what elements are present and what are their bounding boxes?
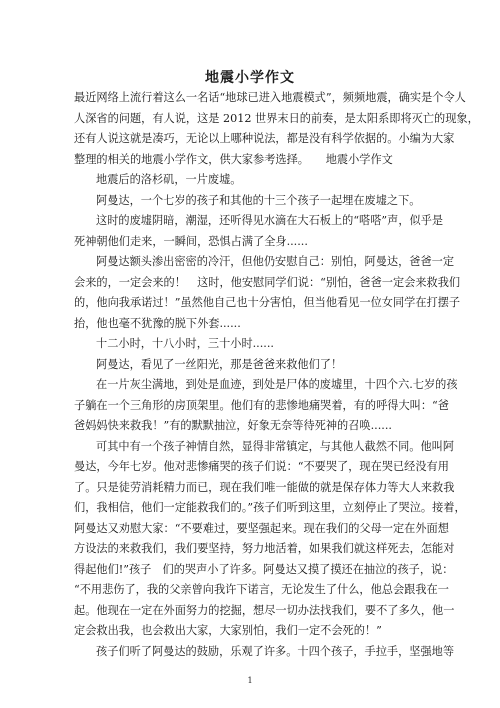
body-line: 人深省的问题，有人说，这是 2012 世界末日的前奏，是太阳系即将灭亡的现象， [74, 111, 479, 125]
body-line: 还有人说这就是凑巧，无论以上哪种说法，都是没有科学依据的。小编为大家 [74, 132, 455, 145]
body-line: 会来的，一定会来的！ 这时，他安慰同学们说：“别怕，爸爸一定会来救我们 [74, 275, 461, 289]
body-line: 死神朝他们走来，一瞬间，恐惧占满了全身...... [74, 234, 308, 248]
body-line: 子躺在一个三角形的房顶架里。他们有的悲惨地痛哭着，有的呼得大叫：“爸 [74, 398, 449, 412]
body-line: 的，他向我承诺过！”虽然他自己也十分害怕，但当他看见一位女同学在打摆子 [74, 296, 461, 309]
body-line: “不用悲伤了，我的父亲曾向我许下诺言，无论发生了什么，他总会跟我在一 [74, 583, 449, 596]
body-line: 在一片灰尘满地，到处是血迹，到处是尸体的废墟里，十四个六.七岁的孩 [96, 378, 458, 391]
body-line: 孩子们听了阿曼达的鼓励，乐观了许多。十四个孩子，手拉手，坚强地等 [96, 644, 455, 658]
body-line: 曼达，今年七岁。他对悲惨痛哭的孩子们说：“不要哭了，现在哭已经没有用 [74, 460, 449, 473]
body-line: 十二小时，十八小时，三十小时...... [96, 337, 274, 350]
body-line: 这时的废墟阴暗，潮湿，还听得见水滴在大石板上的“嗒嗒”声，似乎是 [96, 214, 444, 227]
body-line: 阿曼达，看见了一丝阳光，那是爸爸来救他们了！ [96, 357, 343, 371]
body-line: 抬，他也毫不犹豫的脱下外套...... [74, 316, 241, 330]
body-line: 爸妈妈快来救我！”有的默默抽泣，好象无奈等待死神的召唤...... [74, 419, 392, 432]
body-line: 定会救出我，也会救出大家，大家别怕，我们一定不会死的！” [74, 624, 382, 637]
body-line: 们，我相信，他们一定能救我们的。”孩子们听到这里，立刻停止了哭泣。接着， [74, 501, 466, 514]
body-line: 方设法的来救我们，我们要坚持，努力地活着，如果我们就这样死去，怎能对 [74, 542, 455, 555]
body-line: 起。他现在一定在外面努力的挖掘，想尽一切办法找我们，要不了多久，他一 [74, 603, 455, 617]
body-line: 得起他们!”孩子 们的哭声小了许多。阿曼达又摸了摸还在抽泣的孩子，说： [74, 562, 454, 576]
document-body [74, 88, 479, 662]
body-line: 整理的相关的地震小学作文，供大家参考选择。 地震小学作文 [74, 152, 393, 166]
body-line: 阿曼达额头渗出密密的冷汗，但他仍安慰自己：别怕，阿曼达，爸爸一定 [96, 255, 455, 268]
document-title: 地震小学作文 [205, 70, 295, 86]
body-line: 了。只是徒劳消耗精力而已，现在我们唯一能做的就是保存体力等大人来救我 [74, 480, 455, 494]
body-line: 阿曼达，一个七岁的孩子和其他的十三个孩子一起埋在废墟之下。 [96, 193, 421, 207]
body-line: 可其中有一个孩子神情自然，显得非常镇定，与其他人截然不同。他叫阿 [96, 439, 455, 453]
body-line: 最近网络上流行着这么一名话“地球已进入地震模式”，频频地震，确实是个令人 [74, 91, 466, 104]
page-number: 1 [247, 676, 253, 685]
body-line: 阿曼达又劝慰大家：“不要难过，要坚强起来。现在我们的父母一定在外面想 [74, 521, 449, 535]
body-line: 地震后的洛杉矶，一片废墟。 [96, 173, 242, 186]
